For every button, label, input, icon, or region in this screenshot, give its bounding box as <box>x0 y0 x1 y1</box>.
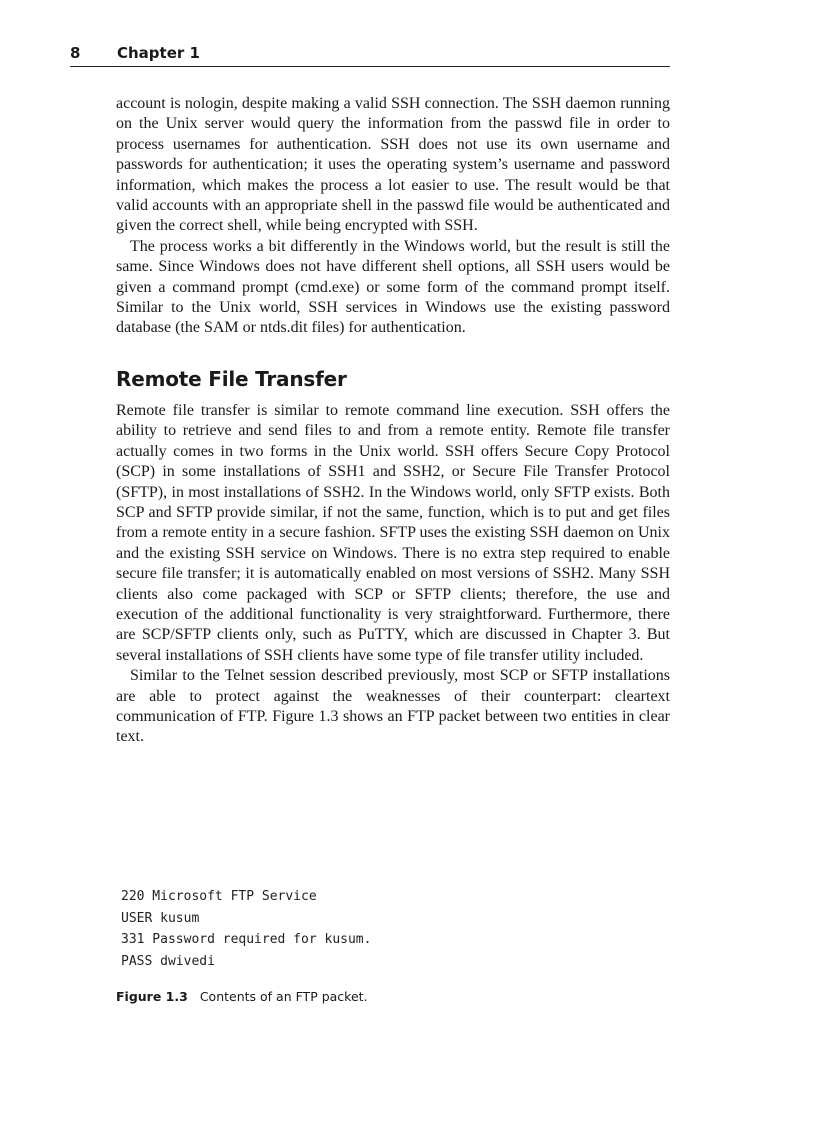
body-paragraph: Remote file transfer is similar to remote command line execution. SSH offers the ability to retrieve and send files to and from a remote entity. Remote file transfer actually comes in two forms in the Unix world. SSH offers Secure Copy Protocol (SCP) in some installations of SSH1 and SSH2, or Secure File Transfer Protocol (SFTP), in most installations of SSH2. In the Windows world, only SFTP exists. Both SCP and SFTP provide similar, if not the same, function, which is to put and get files from a remote entity in a secure fashion. SFTP uses the existing SSH daemon on Unix and the existing SSH service on Windows. There is no extra step required to enable secure file transfer; it is automatically enabled on most versions of SSH2. Many SSH clients also come packaged with SCP or SFTP clients; therefore, the use and execution of the additional functionality is very straightforward. Furthermore, there are SCP/SFTP clients only, such as PuTTY, which are discussed in Chapter 3. But several installations of SSH clients have some type of file transfer utility included. <box>116 401 670 664</box>
body-paragraph: account is nologin, despite making a valid SSH connection. The SSH daemon running on the Unix server would query the information from the passwd file in order to process usernames for authentication. SSH does not use its own username and passwords for authentication; it uses the operating system’s username and password information, which makes the process a lot easier to use. The result would be that valid accounts with an appropriate shell in the passwd file would be authenticated and given the correct shell, while being encrypted with SSH. <box>116 95 670 235</box>
figure-caption-text: Contents of an FTP packet. <box>199 989 368 1004</box>
ftp-packet-figure <box>121 886 371 972</box>
section-heading: Remote File Transfer <box>116 366 347 391</box>
figure-label: Figure 1.3 <box>116 989 188 1004</box>
code-line: 220 Microsoft FTP Service <box>121 889 317 904</box>
code-line: USER kusum <box>121 910 200 926</box>
body-paragraph: Similar to the Telnet session described previously, most SCP or SFTP installations are able to protect against the weaknesses of their counterpart: cleartext communication of FTP. Figure 1.3 shows an FTP packet between two entities in clear text. <box>116 667 670 746</box>
code-line: 331 Password required for kusum. <box>121 932 372 947</box>
figure-caption <box>116 988 368 1006</box>
chapter-title: Chapter 1 <box>117 44 200 62</box>
body-paragraph: The process works a bit differently in the Windows world, but the result is still the same. Since Windows does not have different shell options, all SSH users would be given a command prompt (cmd.exe) or some form of the command prompt itself. Similar to the Unix world, SSH services in Windows use the existing password database (the SAM or ntds.dit files) for authentication. <box>116 237 670 337</box>
page-number: 8 <box>70 44 81 62</box>
page-body <box>116 94 670 748</box>
code-line: PASS dwivedi <box>121 953 215 969</box>
running-header <box>70 42 670 67</box>
